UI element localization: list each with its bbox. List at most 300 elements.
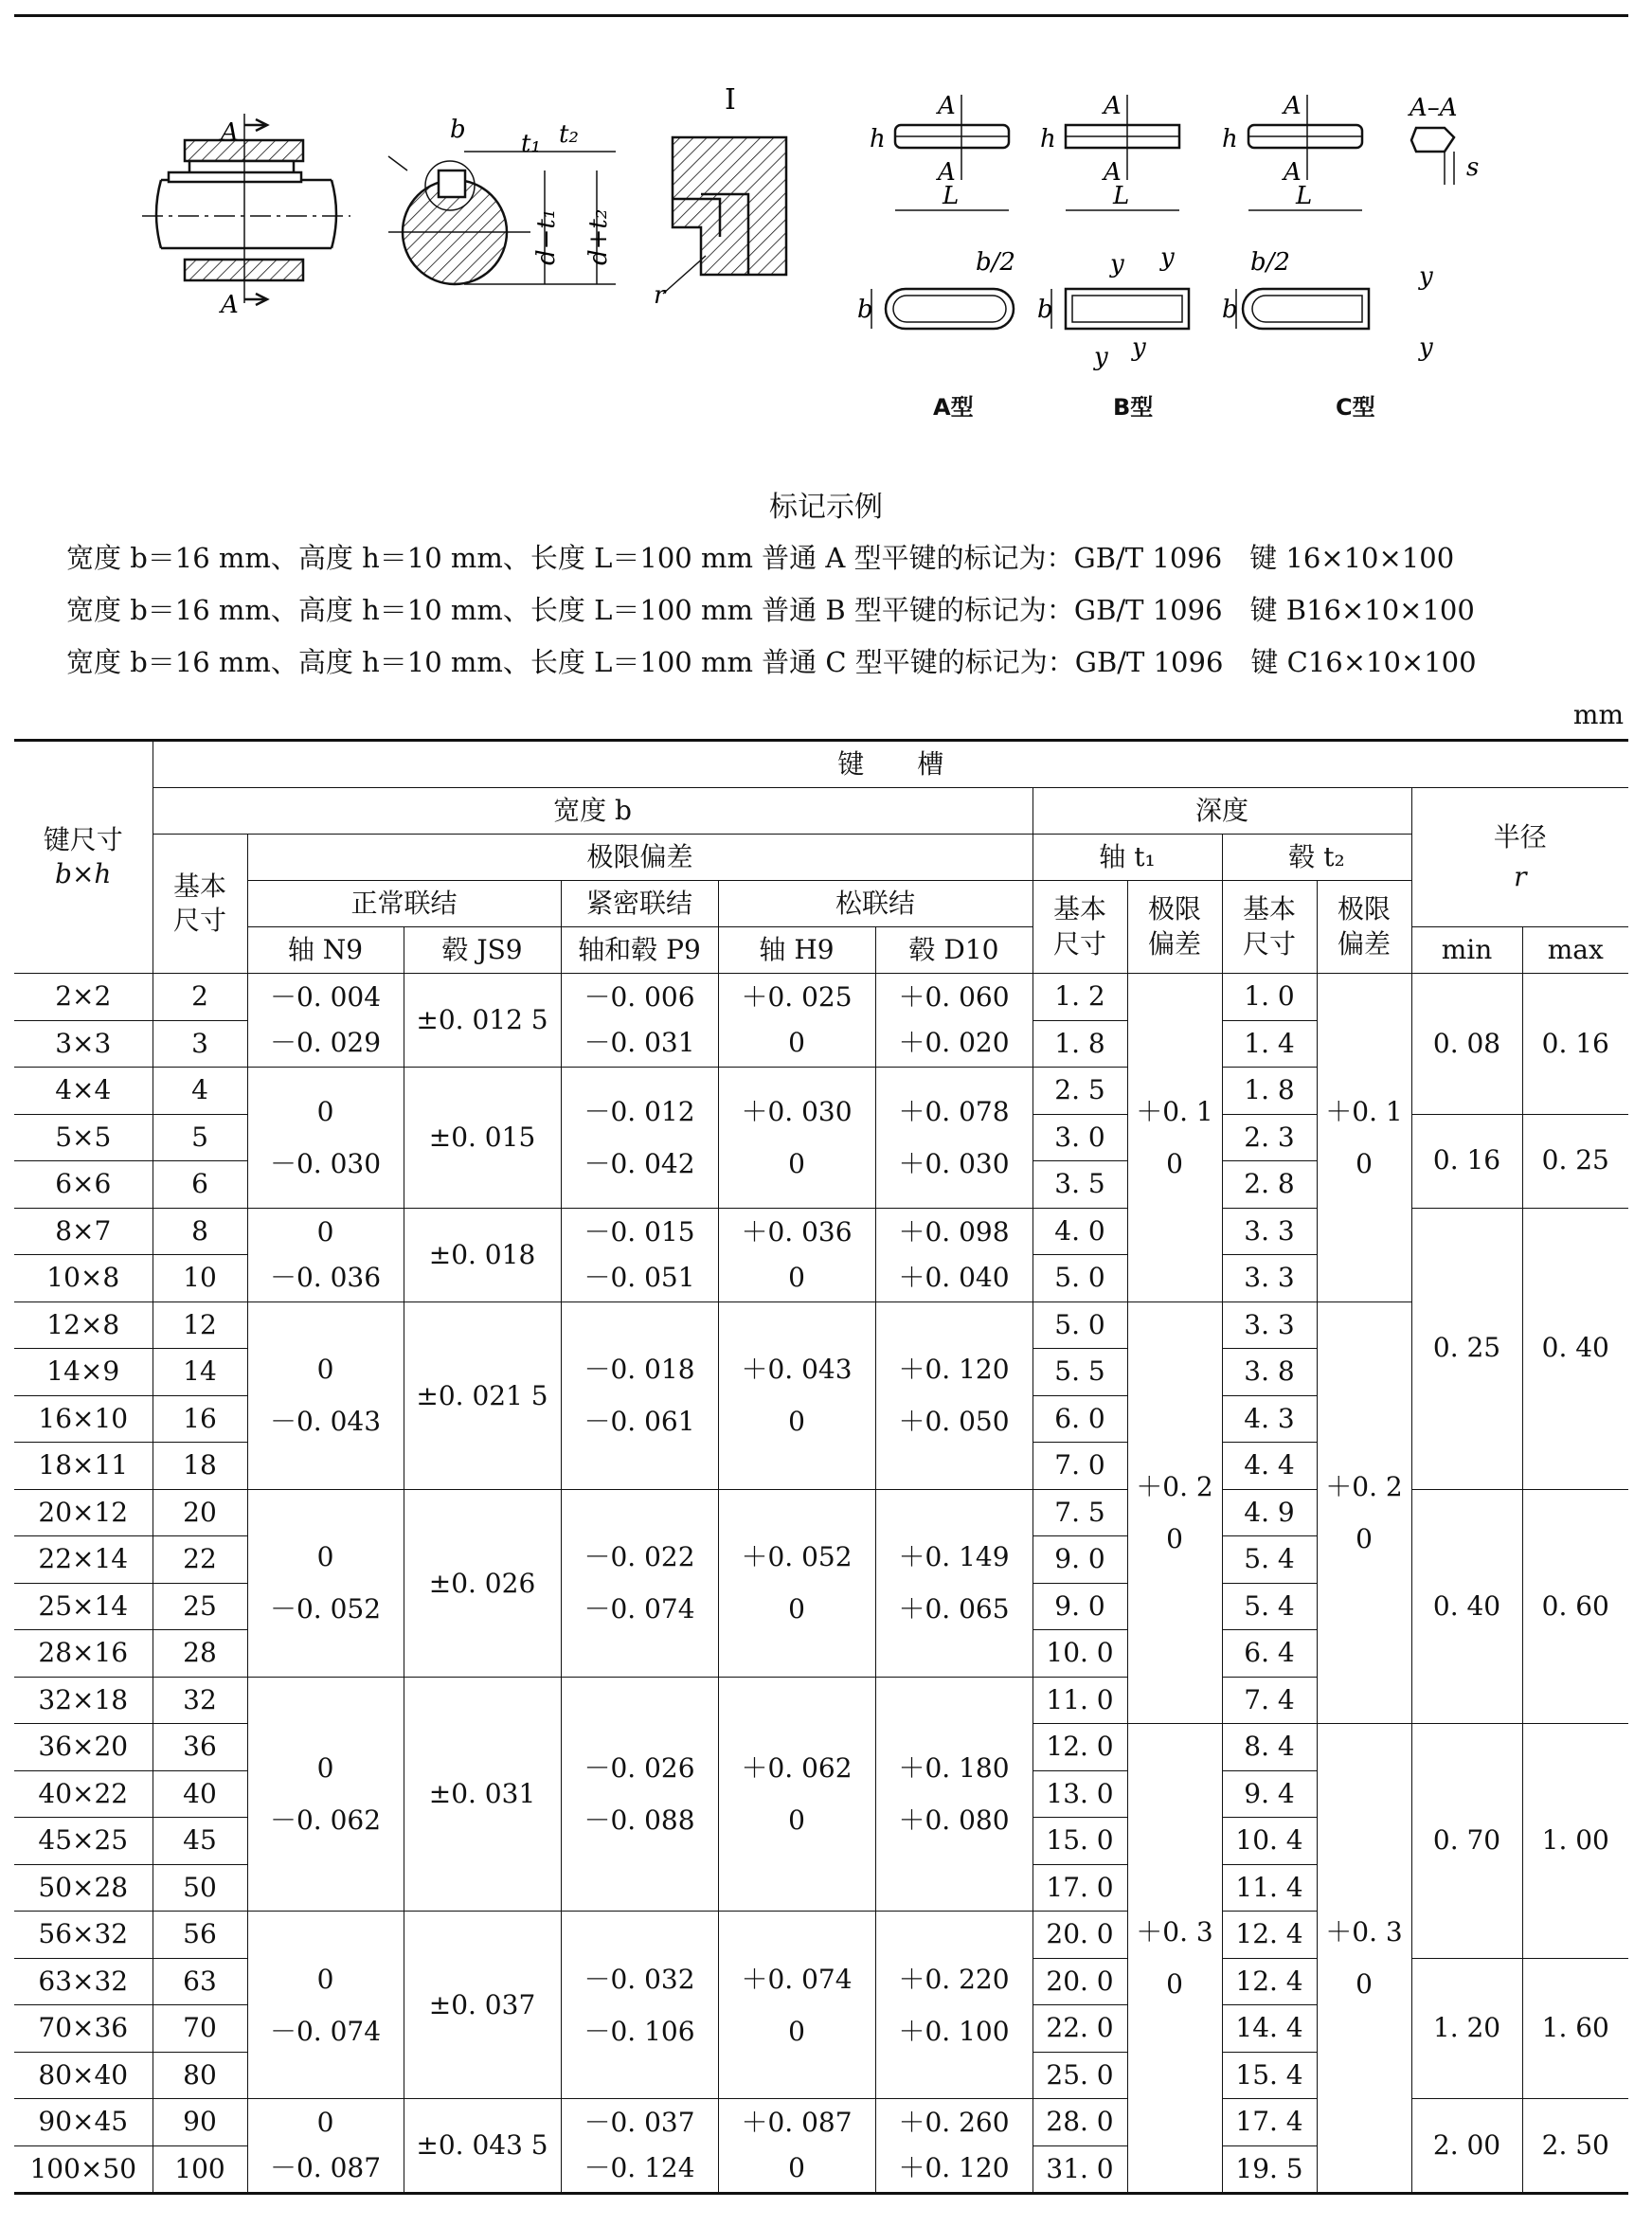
fig2-t2: t₂ (559, 120, 579, 149)
header-t1-limit-2: 偏差 (1147, 927, 1201, 960)
h9-tolerance-cell (718, 1208, 875, 1301)
nominal-width-cell: 100 (153, 2145, 247, 2194)
p9-value-upper: －0. 022 (584, 1541, 695, 1572)
t2-basic-cell: 4. 9 (1222, 1489, 1317, 1536)
p9-tolerance-cell (561, 1912, 718, 2099)
header-nominal-b-2: 尺寸 (172, 905, 226, 936)
n9-value-upper: 0 (316, 1751, 334, 1784)
view1-h: h (870, 125, 886, 153)
js9-value-upper: ±0. 043 5 (416, 2129, 548, 2161)
nominal-width-cell: 8 (153, 1208, 247, 1255)
p9-value-lower: －0. 042 (584, 1147, 695, 1179)
nominal-width-cell: 25 (153, 1583, 247, 1630)
typeC-y2: y (1419, 333, 1433, 362)
d10-value-upper: ＋0. 220 (898, 1963, 1010, 1995)
fig3-section-label: I (725, 83, 736, 117)
t2-basic-cell: 6. 4 (1222, 1630, 1317, 1678)
view2-A-bottom: A (1104, 158, 1122, 187)
fig3-r: r (654, 281, 666, 310)
section-aa-label: A–A (1410, 94, 1458, 122)
nominal-width-cell: 40 (153, 1770, 247, 1818)
header-radius-min: min (1411, 927, 1522, 974)
header-radius-text: 半径 (1493, 820, 1547, 853)
marking-line-c: 宽度 b＝16 mm、高度 h＝10 mm、长度 L＝100 mm 普通 C 型平键的标记为：GB/T 1096 键 C16×10×100 (66, 646, 1477, 678)
t2-basic-cell: 2. 8 (1222, 1161, 1317, 1209)
radius-max-cell: 1. 60 (1522, 1958, 1628, 2099)
key-size-cell: 45×25 (14, 1818, 153, 1865)
p9-value-upper: －0. 032 (584, 1963, 695, 1995)
d10-tolerance-cell (875, 1068, 1032, 1209)
view2-h: h (1040, 125, 1056, 153)
t2-basic-cell: 17. 4 (1222, 2099, 1317, 2146)
view1-A-bottom: A (938, 158, 956, 187)
n9-tolerance-cell (247, 1489, 404, 1677)
marking-title: 标记示例 (769, 491, 883, 524)
p9-tolerance-cell (561, 2099, 718, 2194)
radius-max-cell: 0. 25 (1522, 1114, 1628, 1208)
nominal-width-cell: 20 (153, 1489, 247, 1536)
nominal-width-cell: 4 (153, 1068, 247, 1115)
t1-basic-cell: 15. 0 (1032, 1818, 1127, 1865)
section-aa-s: s (1466, 153, 1480, 182)
nominal-width-cell: 50 (153, 1864, 247, 1912)
t1-basic-cell: 1. 2 (1032, 974, 1127, 1021)
p9-tolerance-cell (561, 1677, 718, 1912)
keyway-dimension-table (14, 739, 1628, 2195)
h9-tolerance-cell (718, 1489, 875, 1677)
p9-value-upper: －0. 015 (584, 1215, 695, 1248)
js9-value-upper: ±0. 037 (428, 1989, 536, 2020)
n9-value-lower: －0. 062 (269, 1804, 382, 1836)
t2-basic-cell: 7. 4 (1222, 1677, 1317, 1724)
header-limit-dev: 极限偏差 (247, 835, 1032, 881)
t1-basic-cell: 9. 0 (1032, 1583, 1127, 1630)
h9-tolerance-cell (718, 1301, 875, 1489)
p9-tolerance-cell (561, 1489, 718, 1677)
h9-value-upper: ＋0. 087 (741, 2107, 853, 2138)
t1-basic-cell: 31. 0 (1032, 2145, 1127, 2194)
header-loose-fit: 松联结 (718, 881, 1032, 927)
h9-value-upper: ＋0. 043 (741, 1354, 853, 1385)
n9-value-upper: 0 (316, 1215, 334, 1248)
key-size-cell: 10×8 (14, 1255, 153, 1302)
t1-basic-cell: 12. 0 (1032, 1724, 1127, 1771)
marking-line-b: 宽度 b＝16 mm、高度 h＝10 mm、长度 L＝100 mm 普通 B 型平键的标记为：GB/T 1096 键 B16×10×100 (66, 594, 1475, 626)
t1-dev-upper: ＋0. 2 (1136, 1470, 1213, 1502)
h9-tolerance-cell (718, 1068, 875, 1209)
t2-basic-cell: 11. 4 (1222, 1864, 1317, 1912)
header-t2-limit-1: 极限 (1337, 893, 1391, 925)
p9-tolerance-cell (561, 974, 718, 1068)
p9-value-lower: －0. 031 (584, 1027, 695, 1058)
shaft-cross-section (388, 152, 616, 284)
table-body (14, 974, 1628, 2194)
nominal-width-cell: 16 (153, 1395, 247, 1443)
t1-basic-cell: 2. 5 (1032, 1068, 1127, 1115)
t2-dev-lower: 0 (1356, 1522, 1373, 1554)
n9-value-upper: －0. 004 (269, 981, 382, 1013)
header-t1-basic-2: 尺寸 (1052, 927, 1106, 960)
d10-tolerance-cell (875, 1677, 1032, 1912)
radius-max-cell: 0. 16 (1522, 974, 1628, 1115)
d10-tolerance-cell (875, 1489, 1032, 1677)
h9-value-lower: 0 (788, 1261, 805, 1293)
nominal-width-cell: 10 (153, 1255, 247, 1302)
d10-value-upper: ＋0. 120 (898, 1354, 1010, 1385)
t2-deviation-cell (1317, 1724, 1411, 2194)
t2-basic-cell: 3. 3 (1222, 1255, 1317, 1302)
type-b-label: B型 (1113, 394, 1154, 421)
d10-tolerance-cell (875, 974, 1032, 1068)
radius-max-cell: 1. 00 (1522, 1724, 1628, 1959)
t2-basic-cell: 1. 4 (1222, 1020, 1317, 1068)
key-size-cell: 63×32 (14, 1958, 153, 2005)
header-shaft-t1: 轴 t₁ (1032, 835, 1222, 881)
view1-A-top: A (938, 92, 956, 120)
header-t1-basic-1: 基本 (1052, 893, 1106, 925)
radius-max-cell: 0. 40 (1522, 1208, 1628, 1489)
p9-value-lower: －0. 074 (584, 1593, 695, 1625)
d10-value-upper: ＋0. 060 (898, 981, 1010, 1013)
typeB-y4: y (1132, 333, 1146, 362)
radius-min-cell: 0. 25 (1411, 1208, 1522, 1489)
radius-max-cell: 2. 50 (1522, 2099, 1628, 2194)
radius-min-cell: 1. 20 (1411, 1958, 1522, 2099)
t2-basic-cell: 1. 0 (1222, 974, 1317, 1021)
t1-basic-cell: 13. 0 (1032, 1770, 1127, 1818)
typeB-b: b (1037, 296, 1053, 324)
p9-value-lower: －0. 051 (584, 1261, 695, 1293)
n9-value-upper: 0 (316, 1541, 334, 1572)
nominal-width-cell: 56 (153, 1912, 247, 1959)
header-shaft-h9: 轴 H9 (718, 927, 875, 974)
js9-value-upper: ±0. 031 (428, 1778, 536, 1810)
key-size-cell: 70×36 (14, 2005, 153, 2053)
n9-value-upper: 0 (316, 1354, 334, 1385)
p9-value-upper: －0. 026 (584, 1751, 695, 1784)
t2-dev-lower: 0 (1356, 1147, 1373, 1179)
n9-value-lower: －0. 043 (269, 1406, 382, 1437)
n9-value-lower: －0. 029 (269, 1027, 382, 1058)
header-nominal-b-1: 基本 (172, 870, 226, 902)
key-figure (0, 0, 1652, 445)
view1-L: L (943, 182, 960, 210)
nominal-width-cell: 2 (153, 974, 247, 1021)
key-size-cell: 40×22 (14, 1770, 153, 1818)
t1-basic-cell: 10. 0 (1032, 1630, 1127, 1678)
nominal-width-cell: 28 (153, 1630, 247, 1678)
n9-value-upper: 0 (316, 2107, 334, 2138)
h9-value-upper: ＋0. 030 (741, 1095, 853, 1127)
d10-value-lower: ＋0. 040 (898, 1261, 1010, 1293)
p9-value-lower: －0. 124 (584, 2152, 695, 2183)
t2-dev-upper: ＋0. 1 (1325, 1095, 1403, 1127)
type-c-label: C型 (1336, 394, 1375, 421)
t2-basic-cell: 15. 4 (1222, 2052, 1317, 2099)
view2-L: L (1113, 182, 1130, 210)
t1-deviation-cell (1127, 974, 1222, 1302)
header-hub-js9: 毂 JS9 (404, 927, 561, 974)
t1-basic-cell: 20. 0 (1032, 1958, 1127, 2005)
header-t1-basic (1032, 881, 1127, 974)
js9-tolerance-cell (404, 2099, 561, 2194)
t2-basic-cell: 3. 8 (1222, 1349, 1317, 1396)
radius-min-cell: 0. 16 (1411, 1114, 1522, 1208)
key-size-cell: 20×12 (14, 1489, 153, 1536)
d10-value-lower: ＋0. 065 (898, 1593, 1010, 1625)
header-key-size (14, 741, 153, 974)
d10-value-upper: ＋0. 078 (898, 1095, 1010, 1127)
t2-basic-cell: 12. 4 (1222, 1912, 1317, 1959)
header-radius-sym: r (1514, 861, 1527, 892)
d10-value-lower: ＋0. 120 (898, 2152, 1010, 2183)
js9-tolerance-cell (404, 1489, 561, 1677)
key-size-cell: 16×10 (14, 1395, 153, 1443)
header-t2-basic (1222, 881, 1317, 974)
view3-h: h (1222, 125, 1238, 153)
js9-tolerance-cell (404, 1301, 561, 1489)
radius-min-cell: 2. 00 (1411, 2099, 1522, 2194)
n9-tolerance-cell (247, 1301, 404, 1489)
header-key-size-text: 键尺寸 (43, 823, 123, 855)
n9-tolerance-cell (247, 1912, 404, 2099)
t2-basic-cell: 10. 4 (1222, 1818, 1317, 1865)
d10-value-lower: ＋0. 020 (898, 1027, 1010, 1058)
view2-A-top: A (1104, 92, 1122, 120)
t2-basic-cell: 4. 4 (1222, 1443, 1317, 1490)
nominal-width-cell: 3 (153, 1020, 247, 1068)
t2-basic-cell: 12. 4 (1222, 1958, 1317, 2005)
t1-basic-cell: 20. 0 (1032, 1912, 1127, 1959)
js9-tolerance-cell (404, 1208, 561, 1301)
header-t2-basic-1: 基本 (1242, 893, 1296, 925)
key-size-cell: 100×50 (14, 2145, 153, 2194)
n9-value-lower: －0. 087 (269, 2152, 382, 2183)
key-drawings (0, 0, 1652, 445)
key-size-cell: 32×18 (14, 1677, 153, 1724)
n9-value-lower: －0. 052 (269, 1593, 382, 1625)
t2-deviation-cell (1317, 974, 1411, 1302)
header-t2-limit (1317, 881, 1411, 974)
t1-dev-upper: ＋0. 3 (1136, 1916, 1213, 1948)
fig2-d-t1: d−t₁ (532, 208, 561, 265)
js9-value-upper: ±0. 015 (428, 1122, 536, 1154)
typeC-b-half: b/2 (1250, 248, 1290, 277)
header-tight-fit: 紧密联结 (561, 881, 718, 927)
header-shaft-n9: 轴 N9 (247, 927, 404, 974)
t1-basic-cell: 3. 0 (1032, 1114, 1127, 1161)
header-t2-basic-2: 尺寸 (1242, 927, 1296, 960)
d10-tolerance-cell (875, 1912, 1032, 2099)
p9-value-upper: －0. 012 (584, 1095, 695, 1127)
t1-deviation-cell (1127, 1724, 1222, 2194)
n9-value-lower: －0. 074 (269, 2015, 382, 2047)
t2-basic-cell: 3. 3 (1222, 1301, 1317, 1349)
h9-value-lower: 0 (788, 1804, 805, 1836)
h9-tolerance-cell (718, 1677, 875, 1912)
js9-tolerance-cell (404, 1068, 561, 1209)
fig2-b: b (450, 116, 466, 144)
t1-basic-cell: 1. 8 (1032, 1020, 1127, 1068)
t2-basic-cell: 9. 4 (1222, 1770, 1317, 1818)
radius-min-cell: 0. 40 (1411, 1489, 1522, 1724)
typeB-y3: y (1094, 343, 1108, 371)
t2-basic-cell: 2. 3 (1222, 1114, 1317, 1161)
t1-basic-cell: 25. 0 (1032, 2052, 1127, 2099)
t2-basic-cell: 4. 3 (1222, 1395, 1317, 1443)
t1-deviation-cell (1127, 1301, 1222, 1724)
header-radius (1411, 788, 1628, 927)
d10-value-lower: ＋0. 080 (898, 1804, 1010, 1836)
unit-label: mm (1572, 699, 1624, 730)
key-size-cell: 2×2 (14, 974, 153, 1021)
n9-value-upper: 0 (316, 1963, 334, 1995)
h9-value-upper: ＋0. 036 (741, 1215, 853, 1248)
h9-value-lower: 0 (788, 2152, 805, 2183)
n9-tolerance-cell (247, 2099, 404, 2194)
t2-basic-cell: 5. 4 (1222, 1583, 1317, 1630)
nominal-width-cell: 63 (153, 1958, 247, 2005)
key-side-views (895, 95, 1454, 210)
n9-value-lower: －0. 036 (269, 1261, 382, 1293)
d10-value-upper: ＋0. 260 (898, 2107, 1010, 2138)
nominal-width-cell: 18 (153, 1443, 247, 1490)
typeA-b-half: b/2 (976, 248, 1015, 277)
p9-value-upper: －0. 018 (584, 1354, 695, 1385)
t1-dev-lower: 0 (1166, 1968, 1183, 2000)
key-size-cell: 22×14 (14, 1536, 153, 1584)
d10-tolerance-cell (875, 1301, 1032, 1489)
header-t1-limit-1: 极限 (1147, 893, 1201, 925)
t1-basic-cell: 28. 0 (1032, 2099, 1127, 2146)
key-size-cell: 50×28 (14, 1864, 153, 1912)
n9-tolerance-cell (247, 1208, 404, 1301)
d10-value-lower: ＋0. 030 (898, 1147, 1010, 1179)
js9-value-upper: ±0. 021 5 (416, 1379, 548, 1411)
js9-value-upper: ±0. 012 5 (416, 1004, 548, 1035)
js9-tolerance-cell (404, 1677, 561, 1912)
t1-basic-cell: 17. 0 (1032, 1864, 1127, 1912)
fig2-d-t2: d+t₂ (584, 208, 613, 265)
nominal-width-cell: 70 (153, 2005, 247, 2053)
d10-value-lower: ＋0. 100 (898, 2015, 1010, 2047)
t1-dev-lower: 0 (1166, 1522, 1183, 1554)
header-key-size-sym: b×h (55, 858, 112, 889)
d10-value-upper: ＋0. 098 (898, 1215, 1010, 1248)
key-size-cell: 28×16 (14, 1630, 153, 1678)
typeB-y2: y (1160, 243, 1175, 272)
radius-max-cell: 0. 60 (1522, 1489, 1628, 1724)
header-keyway: 键 槽 (153, 741, 1628, 788)
h9-value-lower: 0 (788, 1027, 805, 1058)
nominal-width-cell: 45 (153, 1818, 247, 1865)
marking-line-a: 宽度 b＝16 mm、高度 h＝10 mm、长度 L＝100 mm 普通 A 型平键的标记为：GB/T 1096 键 16×10×100 (66, 542, 1455, 574)
key-size-cell: 12×8 (14, 1301, 153, 1349)
t1-basic-cell: 11. 0 (1032, 1677, 1127, 1724)
key-size-cell: 18×11 (14, 1443, 153, 1490)
typeA-b: b (857, 296, 873, 324)
header-nominal-b (153, 835, 247, 974)
n9-tolerance-cell (247, 974, 404, 1068)
header-width-b: 宽度 b (153, 788, 1032, 835)
t2-basic-cell: 8. 4 (1222, 1724, 1317, 1771)
header-depth: 深度 (1032, 788, 1411, 835)
header-t2-limit-2: 偏差 (1337, 927, 1391, 960)
js9-value-upper: ±0. 026 (428, 1567, 536, 1599)
h9-value-upper: ＋0. 052 (741, 1541, 853, 1572)
key-size-cell: 6×6 (14, 1161, 153, 1209)
js9-tolerance-cell (404, 974, 561, 1068)
d10-tolerance-cell (875, 1208, 1032, 1301)
h9-value-lower: 0 (788, 2015, 805, 2047)
key-size-cell: 5×5 (14, 1114, 153, 1161)
h9-value-upper: ＋0. 062 (741, 1751, 853, 1784)
t1-basic-cell: 5. 0 (1032, 1255, 1127, 1302)
h9-value-upper: ＋0. 025 (741, 981, 853, 1013)
h9-tolerance-cell (718, 974, 875, 1068)
t2-deviation-cell (1317, 1301, 1411, 1724)
p9-value-upper: －0. 037 (584, 2107, 695, 2138)
d10-value-lower: ＋0. 050 (898, 1406, 1010, 1437)
t1-basic-cell: 6. 0 (1032, 1395, 1127, 1443)
radius-min-cell: 0. 70 (1411, 1724, 1522, 1959)
key-size-cell: 80×40 (14, 2052, 153, 2099)
key-plan-views (871, 289, 1369, 329)
js9-value-upper: ±0. 018 (428, 1238, 536, 1270)
p9-value-lower: －0. 088 (584, 1804, 695, 1836)
nominal-width-cell: 36 (153, 1724, 247, 1771)
view3-A-top: A (1284, 92, 1302, 120)
h9-tolerance-cell (718, 2099, 875, 2194)
p9-value-lower: －0. 106 (584, 2015, 695, 2047)
header-shaft-hub-p9: 轴和毂 P9 (561, 927, 718, 974)
nominal-width-cell: 14 (153, 1349, 247, 1396)
t2-dev-upper: ＋0. 3 (1325, 1916, 1403, 1948)
fig1-A-bottom: A (221, 291, 239, 319)
t2-basic-cell: 5. 4 (1222, 1536, 1317, 1584)
typeB-y1: y (1110, 250, 1124, 278)
key-size-cell: 36×20 (14, 1724, 153, 1771)
view3-L: L (1296, 182, 1313, 210)
d10-tolerance-cell (875, 2099, 1032, 2194)
nominal-width-cell: 12 (153, 1301, 247, 1349)
p9-tolerance-cell (561, 1068, 718, 1209)
table-row (14, 1301, 1628, 1349)
nominal-width-cell: 22 (153, 1536, 247, 1584)
nominal-width-cell: 5 (153, 1114, 247, 1161)
key-size-cell: 4×4 (14, 1068, 153, 1115)
d10-value-upper: ＋0. 180 (898, 1751, 1010, 1784)
t1-basic-cell: 9. 0 (1032, 1536, 1127, 1584)
typeC-b: b (1222, 296, 1238, 324)
key-size-cell: 56×32 (14, 1912, 153, 1959)
t1-basic-cell: 4. 0 (1032, 1208, 1127, 1255)
t2-basic-cell: 3. 3 (1222, 1208, 1317, 1255)
n9-tolerance-cell (247, 1068, 404, 1209)
t1-dev-upper: ＋0. 1 (1136, 1095, 1213, 1127)
t2-dev-upper: ＋0. 2 (1325, 1470, 1403, 1502)
d10-value-upper: ＋0. 149 (898, 1541, 1010, 1572)
t1-basic-cell: 7. 0 (1032, 1443, 1127, 1490)
header-hub-d10: 毂 D10 (875, 927, 1032, 974)
js9-tolerance-cell (404, 1912, 561, 2099)
nominal-width-cell: 80 (153, 2052, 247, 2099)
key-size-cell: 14×9 (14, 1349, 153, 1396)
header-t1-limit (1127, 881, 1222, 974)
section-i-detail (663, 137, 786, 294)
key-size-cell: 8×7 (14, 1208, 153, 1255)
radius-min-cell: 0. 08 (1411, 974, 1522, 1115)
